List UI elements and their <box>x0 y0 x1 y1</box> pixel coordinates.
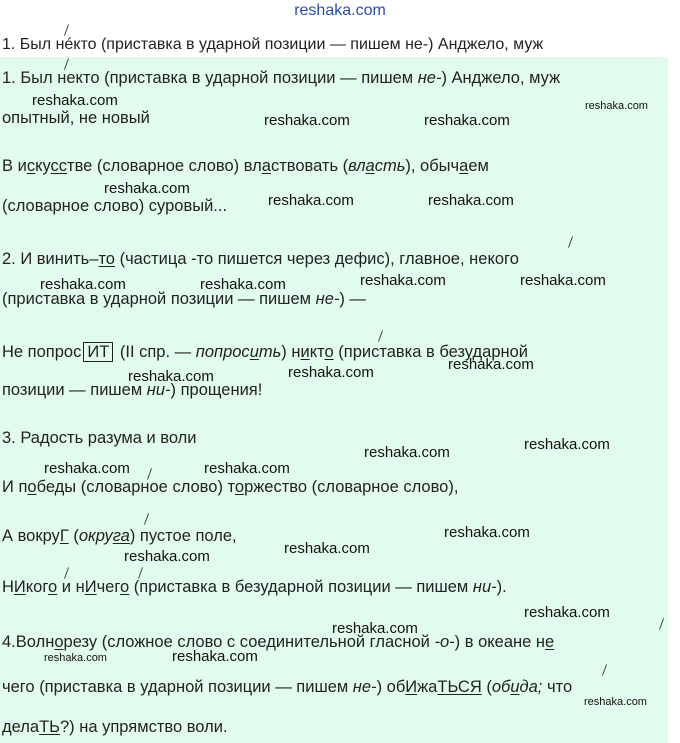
ending-box: ИТ <box>83 342 113 362</box>
watermark: reshaka.com <box>204 460 290 477</box>
watermark: reshaka.com <box>428 192 514 209</box>
line-13: 4.Волнорезу (сложное слово с соединительной гласной -о-) в океане не <box>2 633 555 651</box>
watermark: reshaka.com <box>424 112 510 129</box>
line-14: чего (приставка в ударной позиции — пишем не-) обИжаТЬСЯ (обида; что <box>2 678 573 696</box>
line-4: (словарное слово) суровый... <box>2 197 228 215</box>
watermark: reshaka.com <box>524 436 610 453</box>
line-9: 3. Радость разума и воли <box>2 429 197 447</box>
line-8: позиции — пишем ни-) прощения! <box>2 381 263 399</box>
line-3: В искусстве (словарное слово) властвовать (власть), обычаем <box>2 157 489 175</box>
line-1: 1. Был некто (приставка в ударной позиции — пишем не-) Анджело, муж <box>2 69 561 87</box>
watermark: reshaka.com <box>264 112 350 129</box>
watermark: reshaka.com <box>200 276 286 293</box>
watermark: reshaka.com <box>40 276 126 293</box>
line-15: делаТЬ?) на упрямство воли. <box>2 718 228 736</box>
stressed-letter: е <box>66 69 76 87</box>
watermark: reshaka.com <box>288 364 374 381</box>
watermark: reshaka.com <box>284 540 370 557</box>
watermark: reshaka.com <box>268 192 354 209</box>
watermark: reshaka.com <box>44 460 130 477</box>
watermark: reshaka.com <box>364 444 450 461</box>
watermark: reshaka.com <box>32 92 118 109</box>
watermark: reshaka.com <box>448 356 534 373</box>
watermark: reshaka.com <box>104 180 190 197</box>
watermark: reshaka.com <box>520 272 606 289</box>
watermark: reshaka.com <box>360 272 446 289</box>
watermark: reshaka.com <box>332 620 418 637</box>
line-7: Не попрос ИТ (II спр. — попросить) никто (приставка в безударной <box>2 343 528 361</box>
line-5: 2. И винить–то (частица -то пишется через дефис), главное, некого <box>2 250 519 268</box>
watermark: reshaka.com <box>584 696 647 708</box>
watermark: reshaka.com <box>44 652 107 664</box>
line-11: А вокруГ (округа) пустое поле, <box>2 527 237 545</box>
watermark: reshaka.com <box>444 524 530 541</box>
line-6: (приставка в ударной позиции — пишем не-) — <box>2 290 366 308</box>
line-2: опытный, не новый <box>2 109 150 127</box>
watermark: reshaka.com <box>585 100 648 112</box>
watermark: reshaka.com <box>128 368 214 385</box>
line-10: И победы (словарное слово) торжество (словарное слово), <box>2 478 459 496</box>
stress-mark <box>64 24 69 36</box>
top-watermark: reshaka.com <box>294 2 386 19</box>
overflow-first-line: 1. Был нéкто (приставка в ударной позиции — пишем не-) Анджело, муж <box>2 36 544 53</box>
watermark: reshaka.com <box>124 548 210 565</box>
line-12: НИкого и нИчего (приставка в безударной позиции — пишем ни-). <box>2 578 507 596</box>
watermark: reshaka.com <box>524 604 610 621</box>
watermark: reshaka.com <box>172 648 258 665</box>
